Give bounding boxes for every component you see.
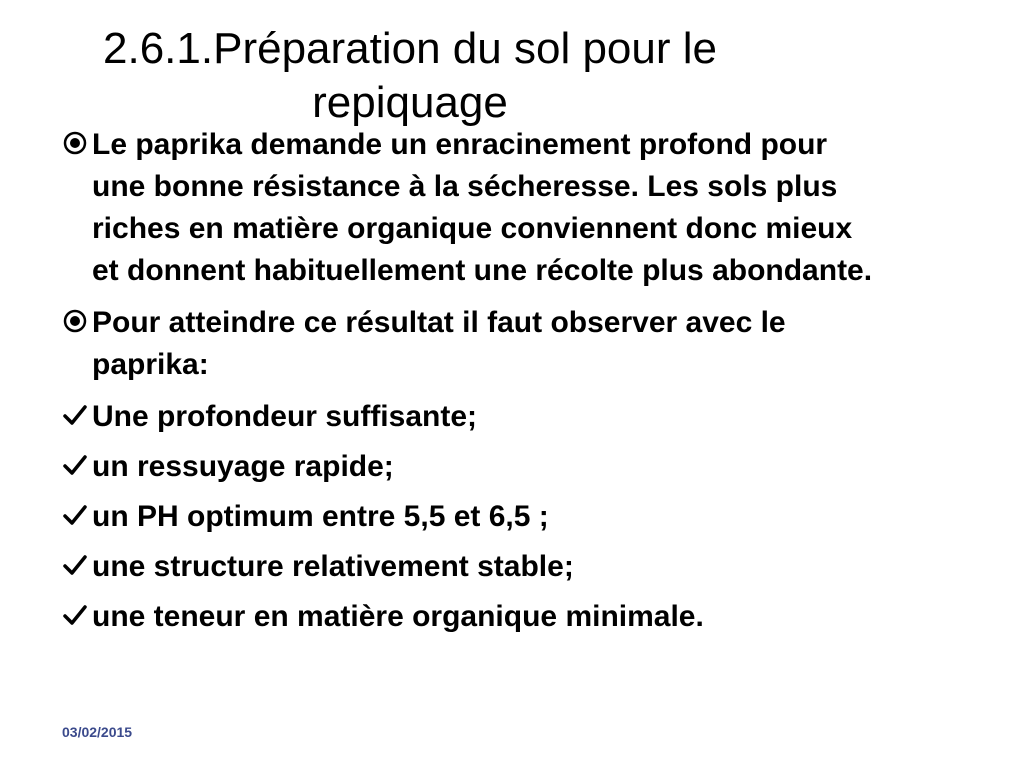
paragraph-text: Le paprika demande un enracinement profond pour une bonne résistance à la sécheresse. Les sols plus riches en matière organique conviennent donc mieux et donnent habituellement une récolte plus abondante. (92, 128, 873, 287)
paragraph-text: Pour atteindre ce résultat il faut observer avec le paprika: (92, 306, 786, 381)
checklist-text: une teneur en matière organique minimale. (92, 600, 704, 633)
checklist-text: un ressuyage rapide; (92, 450, 394, 483)
target-bullet-icon (62, 128, 88, 158)
checklist-item (62, 596, 882, 638)
target-bullet-icon (62, 306, 88, 336)
checklist-item (62, 546, 882, 588)
checklist-item (62, 396, 882, 438)
checklist-text: un PH optimum entre 5,5 et 6,5 ; (92, 500, 549, 533)
checklist-item (62, 446, 882, 488)
checklist-text: une structure relativement stable; (92, 550, 574, 583)
checkmark-icon (62, 450, 88, 480)
slide-title: 2.6.1.Préparation du sol pour le repiquage (103, 24, 717, 127)
slide-content (62, 124, 882, 646)
checkmark-icon (62, 600, 88, 630)
slide-date: 03/02/2015 (62, 724, 133, 740)
paragraph-item (62, 124, 882, 292)
checklist-item (62, 496, 882, 538)
paragraph-item (62, 302, 882, 386)
checkmark-icon (62, 550, 88, 580)
checkmark-icon (62, 500, 88, 530)
checklist-text: Une profondeur suffisante; (92, 400, 478, 433)
checkmark-icon (62, 400, 88, 430)
